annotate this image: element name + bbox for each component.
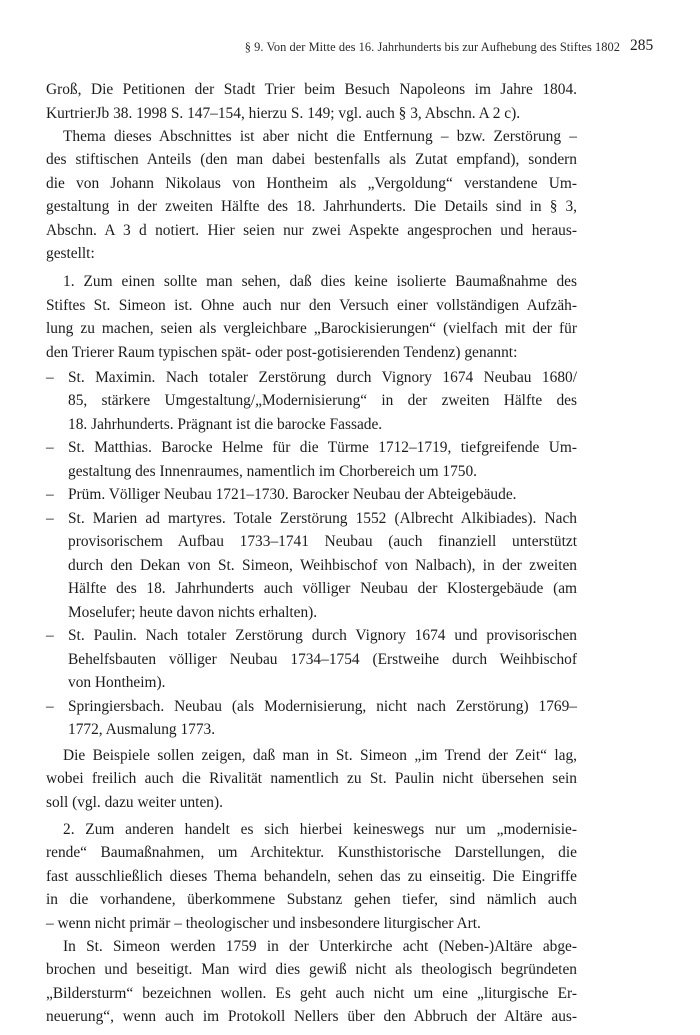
- text-line: lung zu machen, seien als vergleichbare „Barockisierungen“ (vielfach mit der für: [46, 320, 577, 337]
- running-head: § 9. Von der Mitte des 16. Jahrhunderts bis zur Aufhebung des Stiftes 1802: [244, 40, 620, 54]
- list-item-line: Prüm. Völliger Neubau 1721–1730. Barocker Neubau der Abteigebäude.: [68, 486, 517, 503]
- list-item-line: provisorischem Aufbau 1733–1741 Neubau (auch finanziell unterstützt: [68, 533, 577, 550]
- list-dash: –: [46, 369, 54, 386]
- text-line: des stiftischen Anteils (den man dabei bestenfalls als Zutat empfand), sondern: [46, 151, 577, 168]
- text-line: soll (vgl. dazu weiter unten).: [46, 794, 223, 811]
- text-line: den Trierer Raum typischen spät- oder post-gotisierenden Tendenz) genannt:: [46, 344, 518, 361]
- list-item-line: 18. Jahrhunderts. Prägnant ist die barocke Fassade.: [68, 416, 383, 433]
- list-item-line: Moselufer; heute davon nichts erhalten).: [68, 604, 318, 621]
- text-line: KurtrierJb 38. 1998 S. 147–154, hierzu S. 149; vgl. auch § 3, Abschn. A 2 c).: [46, 105, 521, 122]
- list-dash: –: [46, 627, 54, 644]
- list-item-line: Springiersbach. Neubau (als Modernisierung, nicht nach Zerstörung) 1769–: [68, 698, 577, 715]
- list-dash: –: [46, 698, 54, 715]
- text-line: Groß, Die Petitionen der Stadt Trier beim Besuch Napoleons im Jahre 1804.: [46, 81, 577, 98]
- text-line: rende“ Baumaßnahmen, um Architektur. Kunsthistorische Darstellungen, die: [46, 844, 577, 861]
- list-item-line: St. Matthias. Barocke Helme für die Türme 1712–1719, tiefgreifende Um-: [68, 439, 577, 456]
- text-line: wobei freilich auch die Rivalität namentlich zu St. Paulin nicht übersehen sein: [46, 770, 577, 787]
- list-item-line: durch den Dekan von St. Simeon, Weihbischof von Nalbach), in der zweiten: [68, 557, 577, 574]
- list-item-line: gestaltung des Innenraumes, namentlich im Chorbereich um 1750.: [68, 463, 478, 480]
- list-item-line: St. Maximin. Nach totaler Zerstörung durch Vignory 1674 Neubau 1680/: [68, 369, 577, 386]
- text-line: brochen und beseitigt. Man wird dies gewiß nicht als theologisch begründeten: [46, 961, 577, 978]
- text-line: In St. Simeon werden 1759 in der Unterkirche acht (Neben-)Altäre abge-: [63, 938, 577, 955]
- text-line: die von Johann Nikolaus von Hontheim als „Vergoldung“ verstandene Um-: [46, 175, 577, 192]
- text-line: fast ausschließlich dieses Thema behandeln, sehen das zu einseitig. Die Eingriffe: [46, 868, 577, 885]
- list-dash: –: [46, 439, 54, 456]
- text-line: gestaltung in der zweiten Hälfte des 18. Jahrhunderts. Die Details sind in § 3,: [46, 198, 577, 215]
- text-line: 1. Zum einen sollte man sehen, daß dies keine isolierte Baumaßnahme des: [63, 273, 577, 290]
- list-item-line: von Hontheim).: [68, 674, 166, 691]
- text-line: „Bildersturm“ bezeichnen wollen. Es geht auch nicht um eine „liturgische Er-: [46, 985, 577, 1002]
- text-line: Die Beispiele sollen zeigen, daß man in St. Simeon „im Trend der Zeit“ lag,: [63, 747, 577, 764]
- list-item-line: Behelfsbauten völliger Neubau 1734–1754 (Erstweihe durch Weihbischof: [68, 651, 577, 668]
- text-line: neuerung“, wenn auch im Protokoll Nellers über den Abbruch der Altäre aus-: [46, 1008, 577, 1025]
- list-item-line: Hälfte des 18. Jahrhunderts auch völliger Neubau der Klostergebäude (am: [68, 580, 577, 597]
- text-line: in die vorhandene, überkommene Substanz gehen tiefer, sind nämlich auch: [46, 891, 577, 908]
- list-item-line: 1772, Ausmalung 1773.: [68, 721, 216, 738]
- page-number: 285: [630, 37, 654, 54]
- list-dash: –: [46, 486, 54, 503]
- list-item-line: St. Marien ad martyres. Totale Zerstörung 1552 (Albrecht Alkibiades). Nach: [68, 510, 577, 527]
- list-item-line: 85, stärkere Umgestaltung/„Modernisierung“ in der zweiten Hälfte des: [68, 392, 577, 409]
- text-line: Stiftes St. Simeon ist. Ohne auch nur den Versuch einer vollständigen Aufzäh-: [46, 297, 577, 314]
- text-line: 2. Zum anderen handelt es sich hierbei keineswegs nur um „modernisie-: [63, 821, 577, 838]
- text-line: – wenn nicht primär – theologischer und insbesondere liturgischer Art.: [46, 915, 481, 932]
- text-line: Abschn. A 3 d notiert. Hier seien nur zwei Aspekte angesprochen und heraus-: [46, 222, 577, 239]
- list-item-line: St. Paulin. Nach totaler Zerstörung durch Vignory 1674 und provisorischen: [68, 627, 577, 644]
- text-line: Thema dieses Abschnittes ist aber nicht die Entfernung – bzw. Zerstörung –: [63, 128, 577, 145]
- list-dash: –: [46, 510, 54, 527]
- text-line: gestellt:: [46, 245, 95, 262]
